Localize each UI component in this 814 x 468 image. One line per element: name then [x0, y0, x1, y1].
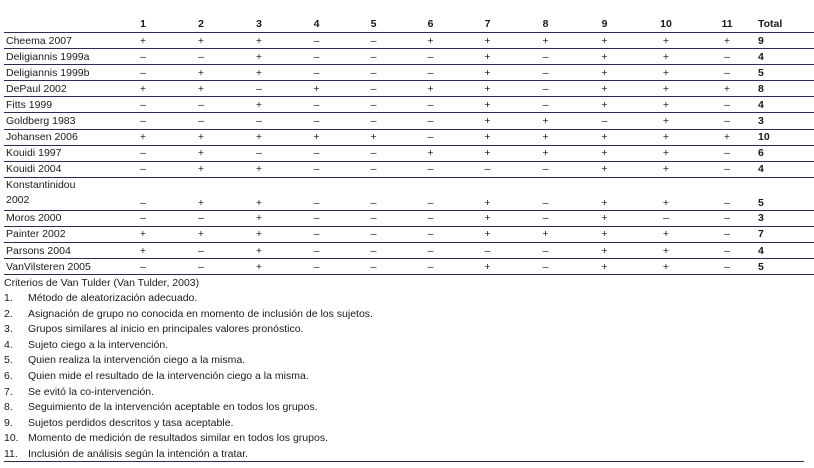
- criterion-mark: –: [402, 113, 459, 129]
- criterion-item: [4, 291, 804, 307]
- study-name: Deligiannis 1999a: [4, 49, 114, 65]
- criterion-item: [4, 322, 804, 338]
- criterion-mark: +: [459, 210, 516, 226]
- criterion-mark: –: [459, 243, 516, 259]
- total-score: 7: [756, 226, 814, 242]
- criterion-number: 1.: [4, 292, 13, 304]
- criterion-mark: +: [459, 177, 516, 210]
- criterion-mark: –: [516, 177, 575, 210]
- criterion-column-header: 8: [542, 17, 549, 30]
- total-score: 4: [756, 161, 814, 177]
- criterion-mark: –: [698, 145, 756, 161]
- criterion-mark: +: [230, 129, 288, 145]
- criterion-mark: –: [288, 259, 345, 275]
- criterion-column-header: 5: [370, 17, 377, 30]
- criterion-mark: –: [402, 97, 459, 113]
- criterion-mark: +: [172, 129, 230, 145]
- table-row: [4, 81, 814, 97]
- criterion-number: 4.: [4, 338, 13, 351]
- criterion-number: 5.: [4, 354, 13, 367]
- total-score: 8: [756, 81, 814, 97]
- criterion-mark: +: [575, 129, 634, 145]
- criterion-mark: +: [698, 33, 756, 49]
- criterion-mark: +: [114, 243, 172, 259]
- criterion-mark: +: [516, 145, 575, 161]
- criterion-mark: –: [698, 113, 756, 129]
- criterion-mark: +: [459, 33, 516, 49]
- criterion-mark: +: [575, 81, 634, 97]
- criterion-mark: –: [114, 97, 172, 113]
- criterion-mark: +: [114, 129, 172, 145]
- criterion-mark: –: [698, 259, 756, 275]
- criterion-mark: –: [516, 97, 575, 113]
- criterion-mark: +: [230, 33, 288, 49]
- criterion-mark: +: [230, 177, 288, 210]
- criterion-mark: +: [402, 33, 459, 49]
- criterion-item: [4, 400, 804, 416]
- criterion-mark: +: [634, 49, 698, 65]
- criterion-mark: –: [114, 145, 172, 161]
- criterion-mark: +: [288, 81, 345, 97]
- criterion-mark: +: [230, 226, 288, 242]
- criterion-mark: +: [575, 145, 634, 161]
- criterion-mark: +: [634, 226, 698, 242]
- criterion-mark: –: [230, 113, 288, 129]
- table-row: [4, 145, 814, 161]
- table-row: [4, 161, 814, 177]
- criterion-column-header: 6: [427, 17, 434, 30]
- criterion-column-header: 1: [140, 17, 146, 30]
- criterion-mark: –: [345, 145, 402, 161]
- criterion-text: Sujetos perdidos descritos y tasa aceptable.: [28, 416, 234, 429]
- criterion-mark: +: [230, 259, 288, 275]
- criterion-mark: +: [230, 97, 288, 113]
- criterion-mark: –: [516, 81, 575, 97]
- criterion-mark: +: [230, 210, 288, 226]
- table-row: [4, 97, 814, 113]
- criterion-mark: +: [172, 177, 230, 210]
- criterion-mark: –: [402, 65, 459, 81]
- criterion-mark: +: [230, 65, 288, 81]
- criterion-mark: –: [345, 113, 402, 129]
- criterion-mark: –: [402, 243, 459, 259]
- criterion-mark: +: [459, 259, 516, 275]
- criterion-mark: +: [459, 65, 516, 81]
- study-name: VanVilsteren 2005: [4, 259, 114, 275]
- criterion-mark: +: [459, 129, 516, 145]
- criterion-column-header: 7: [484, 17, 491, 30]
- criteria-title: Criterios de Van Tulder (Van Tulder, 2003): [4, 277, 200, 289]
- criterion-mark: –: [172, 259, 230, 275]
- criterion-mark: +: [634, 161, 698, 177]
- criterion-item: [4, 369, 804, 385]
- criterion-number: 11.: [4, 447, 18, 460]
- criterion-mark: –: [345, 49, 402, 65]
- criterion-mark: –: [345, 161, 402, 177]
- criterion-mark: –: [402, 210, 459, 226]
- criterion-mark: +: [575, 49, 634, 65]
- criterion-mark: +: [402, 81, 459, 97]
- criterion-mark: –: [114, 177, 172, 210]
- criterion-mark: –: [459, 161, 516, 177]
- criterion-mark: –: [698, 161, 756, 177]
- study-name: Kouidi 1997: [4, 145, 114, 161]
- criteria-legend: [4, 275, 804, 463]
- criterion-item: [4, 307, 804, 323]
- criterion-mark: +: [459, 145, 516, 161]
- criterion-mark: –: [288, 33, 345, 49]
- criterion-mark: +: [516, 226, 575, 242]
- criterion-text: Momento de medición de resultados similar en todos los grupos.: [28, 432, 328, 445]
- criterion-mark: –: [288, 97, 345, 113]
- criterion-text: Seguimiento de la intervención aceptable en todos los grupos.: [28, 401, 318, 414]
- study-column-header: [4, 15, 114, 33]
- criterion-mark: +: [516, 33, 575, 49]
- table-row: [4, 259, 814, 275]
- table-row: [4, 129, 814, 145]
- criterion-mark: +: [575, 177, 634, 210]
- table-row: [4, 226, 814, 242]
- criterion-item: [4, 385, 804, 401]
- total-score: 3: [756, 210, 814, 226]
- criterion-mark: –: [114, 113, 172, 129]
- criterion-mark: +: [698, 129, 756, 145]
- criterion-mark: +: [230, 243, 288, 259]
- criterion-text: Grupos similares al inicio en principales valores pronóstico.: [28, 323, 304, 336]
- total-score: 5: [756, 177, 814, 210]
- criterion-mark: +: [459, 49, 516, 65]
- criterion-mark: +: [288, 129, 345, 145]
- criterion-mark: +: [459, 97, 516, 113]
- study-name: Kouidi 2004: [4, 161, 114, 177]
- criterion-mark: –: [516, 243, 575, 259]
- criterion-mark: –: [402, 177, 459, 210]
- criterion-mark: +: [172, 65, 230, 81]
- study-name: DePaul 2002: [4, 81, 114, 97]
- criterion-mark: +: [575, 243, 634, 259]
- criterion-mark: +: [698, 81, 756, 97]
- criterion-mark: –: [114, 259, 172, 275]
- criterion-column-header: 11: [721, 17, 733, 30]
- criterion-column-header: 10: [660, 17, 672, 30]
- study-name: Fitts 1999: [4, 97, 114, 113]
- criterion-mark: –: [698, 243, 756, 259]
- table-row: [4, 33, 814, 49]
- criterion-mark: –: [172, 113, 230, 129]
- van-tulder-quality-table: [4, 15, 814, 275]
- total-score: 4: [756, 97, 814, 113]
- criterion-mark: +: [459, 113, 516, 129]
- criterion-mark: +: [172, 226, 230, 242]
- criterion-number: 7.: [4, 385, 13, 398]
- criterion-number: 10.: [4, 432, 19, 445]
- criterion-mark: –: [516, 65, 575, 81]
- criterion-mark: +: [634, 145, 698, 161]
- criterion-mark: –: [345, 177, 402, 210]
- criterion-text: Inclusión de análisis según la intención a tratar.: [28, 447, 249, 460]
- table-row: [4, 243, 814, 259]
- criterion-mark: +: [575, 33, 634, 49]
- criterion-column-header: 4: [313, 17, 320, 30]
- criterion-mark: –: [634, 210, 698, 226]
- criterion-mark: –: [345, 210, 402, 226]
- criterion-mark: –: [698, 65, 756, 81]
- criterion-mark: –: [345, 259, 402, 275]
- criterion-mark: +: [230, 49, 288, 65]
- criterion-mark: –: [288, 210, 345, 226]
- criterion-text: Se evitó la co-intervención.: [28, 385, 155, 398]
- criterion-mark: –: [516, 161, 575, 177]
- criterion-mark: +: [634, 113, 698, 129]
- study-name: Johansen 2006: [4, 129, 114, 145]
- criterion-item: [4, 416, 804, 432]
- criterion-item: [4, 338, 804, 354]
- criterion-mark: +: [634, 97, 698, 113]
- study-name: Painter 2002: [4, 226, 114, 242]
- criterion-mark: +: [114, 33, 172, 49]
- criterion-mark: +: [575, 226, 634, 242]
- criterion-text: Método de aleatorización adecuado.: [28, 292, 198, 304]
- criterion-mark: –: [230, 145, 288, 161]
- criterion-mark: –: [516, 49, 575, 65]
- criterion-mark: –: [402, 129, 459, 145]
- criterion-mark: –: [698, 210, 756, 226]
- criterion-mark: –: [114, 161, 172, 177]
- study-name: Goldberg 1983: [4, 113, 114, 129]
- criterion-mark: –: [516, 210, 575, 226]
- criterion-column-header: 9: [601, 17, 608, 30]
- criterion-mark: –: [172, 243, 230, 259]
- criterion-number: 3.: [4, 323, 13, 336]
- criterion-mark: –: [172, 49, 230, 65]
- criterion-mark: +: [172, 33, 230, 49]
- criterion-number: 8.: [4, 401, 13, 414]
- criterion-text: Quien mide el resultado de la intervención ciego a la misma.: [28, 369, 309, 382]
- table-header-row: [4, 15, 814, 33]
- criterion-mark: +: [516, 113, 575, 129]
- total-column-header: Total: [758, 17, 783, 30]
- criterion-mark: –: [345, 243, 402, 259]
- criterion-mark: +: [345, 129, 402, 145]
- criterion-mark: –: [288, 145, 345, 161]
- criterion-mark: –: [698, 97, 756, 113]
- criterion-mark: +: [172, 145, 230, 161]
- criterion-mark: –: [172, 97, 230, 113]
- criterion-mark: –: [345, 65, 402, 81]
- criterion-mark: –: [345, 33, 402, 49]
- criterion-item: [4, 353, 804, 369]
- criteria-list: [4, 291, 804, 463]
- table-row: [4, 113, 814, 129]
- criterion-mark: –: [402, 49, 459, 65]
- criterion-mark: –: [288, 243, 345, 259]
- criterion-text: Quien realiza la intervención ciego a la misma.: [28, 354, 246, 367]
- criterion-mark: –: [114, 65, 172, 81]
- criterion-mark: +: [575, 65, 634, 81]
- criterion-mark: +: [516, 129, 575, 145]
- criterion-mark: –: [575, 113, 634, 129]
- criterion-mark: +: [634, 129, 698, 145]
- criterion-number: 9.: [4, 416, 13, 429]
- criterion-mark: +: [634, 243, 698, 259]
- study-name: Deligiannis 1999b: [4, 65, 114, 81]
- study-name: Parsons 2004: [4, 243, 114, 259]
- criterion-mark: +: [459, 81, 516, 97]
- criterion-text: Sujeto ciego a la intervención.: [28, 338, 169, 351]
- cropped-caption: [0, 0, 814, 4]
- criterion-mark: –: [230, 81, 288, 97]
- criterion-mark: –: [114, 49, 172, 65]
- criterion-mark: –: [698, 226, 756, 242]
- criterion-mark: +: [575, 97, 634, 113]
- criterion-mark: –: [698, 49, 756, 65]
- total-score: 3: [756, 113, 814, 129]
- criterion-mark: +: [575, 161, 634, 177]
- criterion-item: [4, 431, 804, 447]
- criterion-mark: +: [575, 210, 634, 226]
- criterion-mark: –: [114, 210, 172, 226]
- criterion-mark: +: [172, 81, 230, 97]
- criterion-mark: +: [634, 81, 698, 97]
- study-name: Konstantinidou 2002: [4, 177, 114, 210]
- criterion-mark: –: [402, 226, 459, 242]
- criterion-mark: –: [288, 65, 345, 81]
- criterion-mark: +: [114, 226, 172, 242]
- criterion-mark: –: [288, 161, 345, 177]
- criterion-mark: +: [634, 259, 698, 275]
- criterion-mark: –: [288, 49, 345, 65]
- criterion-mark: –: [172, 210, 230, 226]
- criterion-mark: +: [634, 65, 698, 81]
- total-score: 10: [756, 129, 814, 145]
- total-score: 9: [756, 33, 814, 49]
- criterion-mark: +: [402, 145, 459, 161]
- criterion-text: Asignación de grupo no conocida en momento de inclusión de los sujetos.: [28, 307, 373, 320]
- criterion-mark: –: [345, 226, 402, 242]
- total-score: 4: [756, 49, 814, 65]
- criterion-number: 6.: [4, 369, 13, 382]
- criterion-mark: –: [402, 161, 459, 177]
- criterion-mark: –: [402, 259, 459, 275]
- criterion-mark: +: [634, 177, 698, 210]
- total-score: 5: [756, 65, 814, 81]
- criterion-mark: +: [114, 81, 172, 97]
- criterion-number: 2.: [4, 307, 13, 320]
- table-row: [4, 65, 814, 81]
- bottom-divider: [4, 461, 804, 462]
- criterion-mark: +: [459, 226, 516, 242]
- criterion-mark: –: [516, 259, 575, 275]
- criterion-column-header: 3: [256, 17, 262, 30]
- criterion-mark: –: [345, 81, 402, 97]
- criterion-mark: +: [172, 161, 230, 177]
- total-score: 6: [756, 145, 814, 161]
- study-name: Cheema 2007: [4, 33, 114, 49]
- criterion-mark: –: [345, 97, 402, 113]
- criterion-mark: +: [634, 33, 698, 49]
- criterion-column-header: 2: [198, 17, 204, 30]
- total-score: 5: [756, 259, 814, 275]
- criterion-mark: –: [288, 113, 345, 129]
- criterion-mark: +: [230, 161, 288, 177]
- criterion-mark: –: [288, 226, 345, 242]
- table-row: [4, 210, 814, 226]
- study-name: Moros 2000: [4, 210, 114, 226]
- table-row: [4, 49, 814, 65]
- criterion-mark: –: [288, 177, 345, 210]
- criterion-mark: +: [575, 259, 634, 275]
- total-score: 4: [756, 243, 814, 259]
- criterion-mark: –: [698, 177, 756, 210]
- table-row: [4, 177, 814, 210]
